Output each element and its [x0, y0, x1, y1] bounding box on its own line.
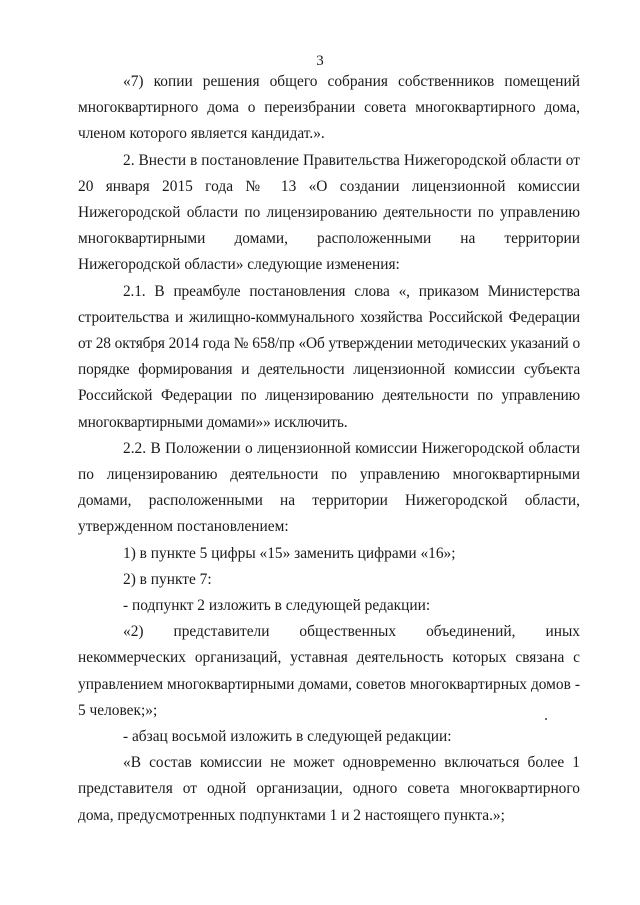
- paragraph-item-7: 2) в пункте 7:: [123, 570, 212, 588]
- paragraph-eighth-abzac-intro: - абзац восьмой изложить в следующей редакции:: [123, 728, 452, 746]
- paragraph-subitem-2-intro: - подпункт 2 изложить в следующей редакции:: [123, 597, 431, 615]
- document-body: [78, 69, 580, 829]
- page-number: 3: [316, 53, 324, 69]
- paragraph-subitem-2-text: «2) представители общественных объединений, иных некоммерческих организаций, уставная деятельность которых связана с управлением многоквартирными домами, советов многоквартирных домов - 5 человек;»;: [78, 623, 580, 719]
- paragraph-item-5-digits: 1) в пункте 5 цифры «15» заменить цифрами «16»;: [123, 544, 456, 562]
- paragraph-amend-resolution-13: 2. Внести в постановление Правительства Нижегородской области от 20 января 2015 года № 13 «О создании лицензионной комиссии Нижегородской области по лицензированию деятельности по управлению многоквартирными домами, расположенными на территории Нижегородской области» следующие изменения:: [78, 151, 580, 274]
- scan-speck: [545, 718, 547, 720]
- paragraph-eighth-abzac-text: «В состав комиссии не может одновременно включаться более 1 представителя от одной организации, одного совета многоквартирного дома, предусмотренных подпунктами 1 и 2 настоящего пункта.»;: [78, 754, 580, 824]
- paragraph-preamble-2-1: 2.1. В преамбуле постановления слова «, приказом Министерства строительства и жилищно-коммунального хозяйства Российской Федерации от 28 октября 2014 года № 658/пр «Об утверждении методических указаний о порядке формирования и деятельности лицензионной комиссии субъекта Российской Федерации по лицензированию деятельности по управлению многоквартирными домами»» исключить.: [78, 282, 580, 431]
- paragraph-kandidat-item-7: «7) копии решения общего собрания собственников помещений многоквартирного дома о переизбрании совета многоквартирного дома, членом которого является кандидат.».: [78, 73, 580, 143]
- paragraph-regulation-2-2: 2.2. В Положении о лицензионной комиссии Нижегородской области по лицензированию деятельности по управлению многоквартирными домами, расположенными на территории Нижегородской области, утвержденном постановлением:: [78, 439, 580, 536]
